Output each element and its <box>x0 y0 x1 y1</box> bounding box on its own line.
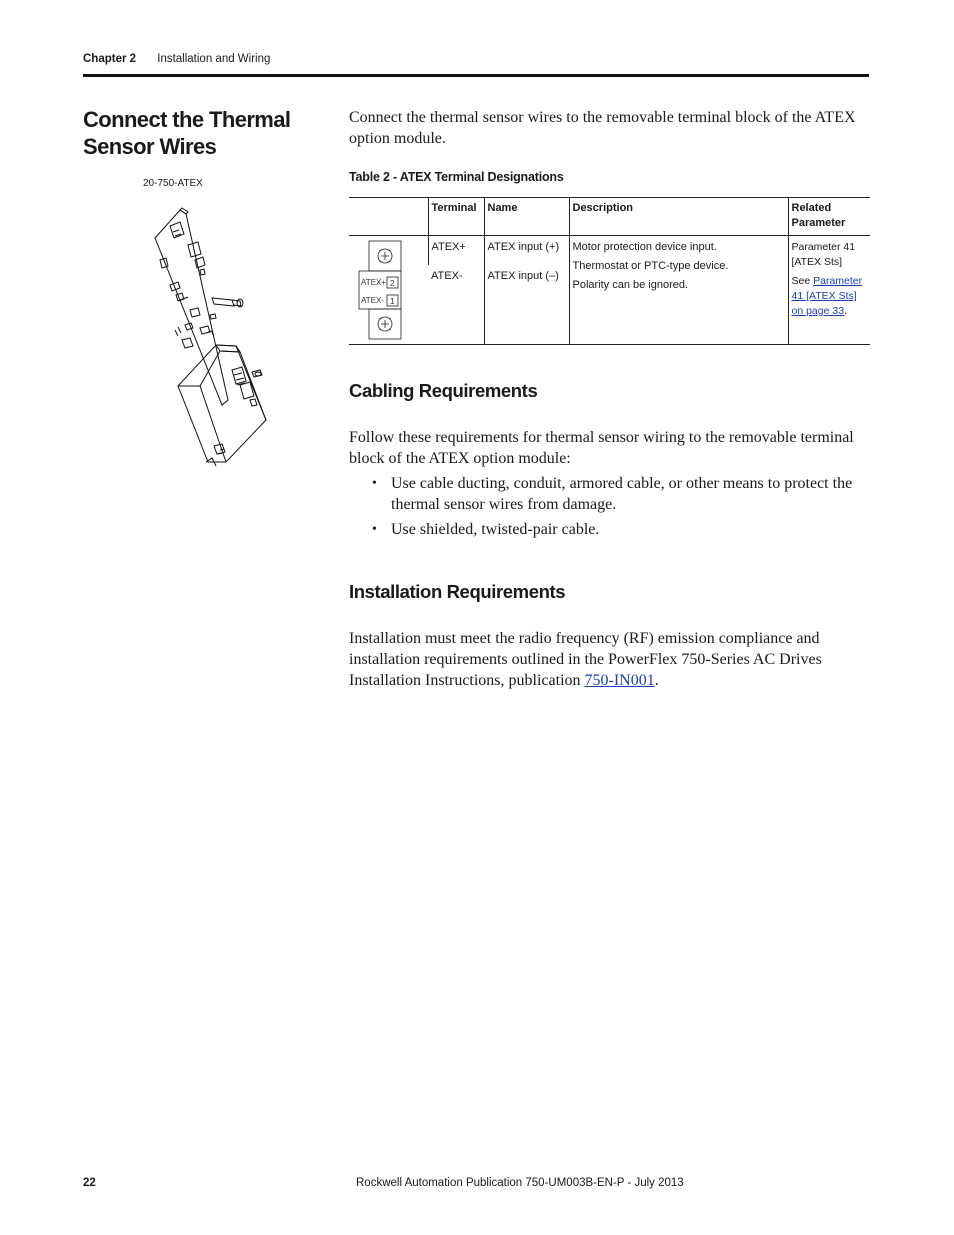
cabling-paragraph: Follow these requirements for thermal sensor wiring to the removable terminal block of the ATEX option module: <box>349 429 854 467</box>
related-param-line2: [ATEX Sts] <box>791 256 843 268</box>
table-header-row <box>349 198 870 236</box>
description-line: Motor protection device input. <box>572 241 717 253</box>
cabling-requirements-heading: Cabling Requirements <box>349 380 538 401</box>
cell-terminal-plus: ATEX+ <box>428 236 484 265</box>
pin-1-label: 1 <box>390 297 395 306</box>
screw-top-icon <box>378 249 392 263</box>
cell-name-plus: ATEX input (+) <box>484 236 569 265</box>
header-terminal: Terminal <box>428 198 484 236</box>
block-label-minus: ATEX- <box>361 296 384 305</box>
parameter-41-link[interactable]: Parameter 41 [ATEX Sts] on page 33 <box>791 275 863 317</box>
publication-footer: Rockwell Automation Publication 750-UM003B-EN-P - July 2013 <box>356 1177 684 1189</box>
running-header <box>83 53 270 65</box>
intro-paragraph: Connect the thermal sensor wires to the removable terminal block of the ATEX option module. <box>349 109 856 147</box>
terminal-block-cell <box>349 236 428 345</box>
description-line: Polarity can be ignored. <box>572 279 689 291</box>
header-rule <box>83 74 869 77</box>
header-related-parameter <box>788 198 870 236</box>
installation-text-end: . <box>654 672 659 689</box>
block-label-plus: ATEX+ <box>361 278 386 287</box>
table-caption: Table 2 - ATEX Terminal Designations <box>349 170 564 184</box>
see-label: See <box>791 275 814 287</box>
header-blank <box>349 198 428 236</box>
header-related-line1: Related <box>791 202 832 214</box>
header-related-line2: Parameter <box>791 217 846 229</box>
figure-caption: 20-750-ATEX <box>143 178 203 189</box>
section-title: Connect the Thermal Sensor Wires <box>83 107 291 159</box>
related-param-line1: Parameter 41 <box>791 241 856 253</box>
atex-module-illustration <box>140 200 280 470</box>
cell-terminal-minus: ATEX- <box>431 269 463 282</box>
screw-bottom-icon <box>378 317 392 331</box>
publication-750-in001-link[interactable]: 750-IN001 <box>584 672 655 689</box>
terminal-block-diagram <box>357 240 419 340</box>
reference-period: . <box>844 305 847 317</box>
pin-2-label: 2 <box>390 279 395 288</box>
installation-text: Installation must meet the radio frequency (RF) emission compliance and installation requirements outlined in the PowerFlex 750-Series AC Drives Installation Instructions, publication <box>349 630 822 689</box>
table-row <box>349 236 870 265</box>
cell-description <box>569 236 788 345</box>
page-number: 22 <box>83 1177 96 1189</box>
cell-related-parameter <box>788 236 870 345</box>
chapter-title: Installation and Wiring <box>157 53 271 65</box>
list-item: • Use cable ducting, conduit, armored cable, or other means to protect the thermal sensor wires from damage. <box>372 473 870 515</box>
installation-paragraph <box>349 628 869 691</box>
list-item: • Use shielded, twisted-pair cable. <box>372 519 870 540</box>
atex-terminal-table <box>349 197 870 345</box>
cabling-bullet-list <box>372 473 870 544</box>
header-description: Description <box>569 198 788 236</box>
related-param-reference <box>792 274 868 319</box>
description-line: Thermostat or PTC-type device. <box>572 260 729 272</box>
header-name: Name <box>484 198 569 236</box>
chapter-label: Chapter 2 <box>83 53 137 65</box>
installation-requirements-heading: Installation Requirements <box>349 581 566 602</box>
cell-name-minus: ATEX input (–) <box>484 265 569 345</box>
